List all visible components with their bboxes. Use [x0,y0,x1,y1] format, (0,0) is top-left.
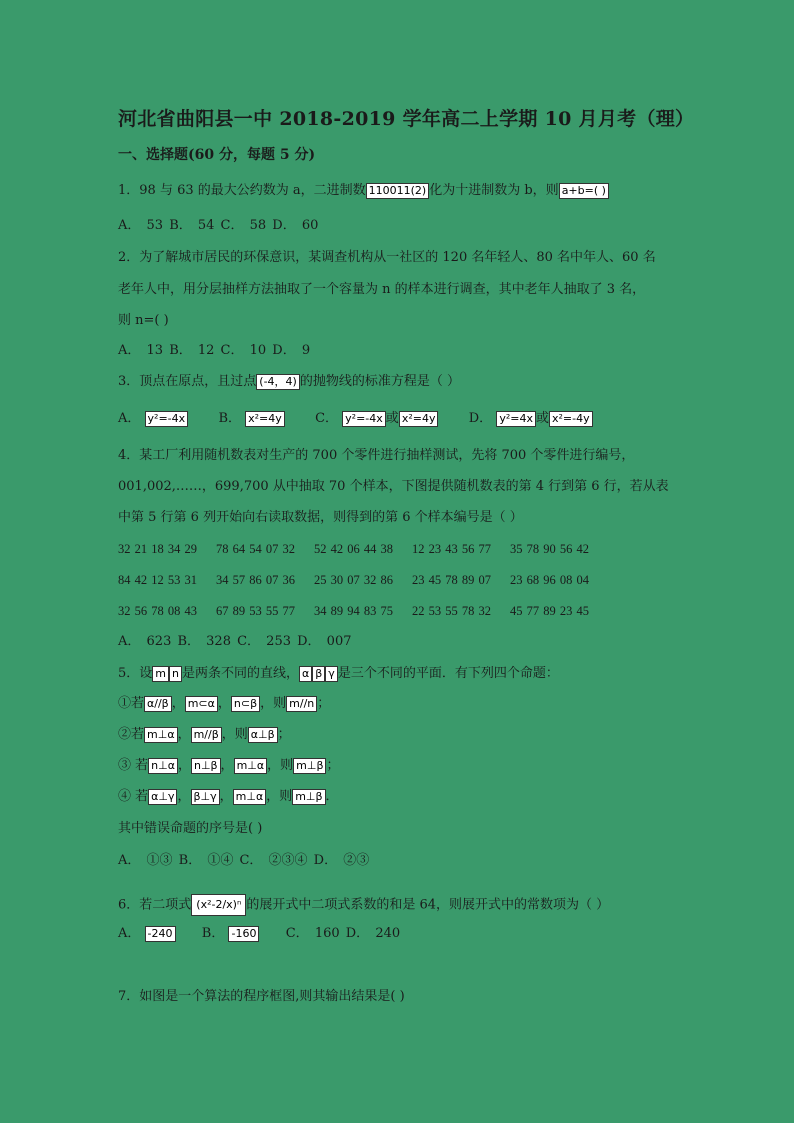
prop-formula: m⊥β [293,758,326,774]
q6-options [118,925,400,943]
binomial-formula: (x²-2/x)ⁿ [191,894,246,916]
number-group: 35 78 90 56 42 [510,542,589,556]
comma: ， [177,727,191,742]
q3-option-c-label: C． [315,411,339,426]
q4-options: A． 623 B． 328 C． 253 D． 007 [118,634,352,649]
number-group: 25 30 07 32 86 [314,573,393,587]
q4-line-2: 001,002,……，699,700 从中抽取 70 个样本，下图提供随机数表的第 4 行到第 6 行，若从表 [118,479,669,494]
q6-option-a-label: A． [118,926,141,941]
proposition-4 [118,788,339,806]
prop-formula: m//β [191,727,222,743]
prop-label: ④ 若 [118,789,149,804]
prop-formula: m⊥α [144,727,178,743]
q2-options: A． 13 B． 12 C． 10 D． 9 [118,343,311,358]
q3-option-a-label: A． [118,411,141,426]
random-number-row [118,571,608,589]
number-group: 23 68 96 08 04 [510,573,589,587]
question-7: 7．如图是一个算法的程序框图,则其输出结果是( ) [118,989,405,1004]
prop-formula: m//n [286,696,317,712]
q5-text-post: 是三个不同的平面．有下列四个命题： [337,666,559,681]
line-m-formula: m [152,666,169,682]
q6-option-b-formula: -160 [228,926,259,942]
q3-option-d-label: D． [468,411,493,426]
q1-text-mid: 化为十进制数为 b，则 [429,183,559,198]
number-group: 45 77 89 23 45 [510,604,589,618]
prop-formula: β⊥γ [191,789,220,805]
q6-text-post: 的展开式中二项式系数的和是 64，则展开式中的常数项为（ ） [246,897,610,913]
prop-formula: m⊥α [233,789,267,805]
prop-label: ③ 若 [118,758,149,773]
prop-formula: α⊥β [248,727,278,743]
q5-text: 5．设 [118,666,153,681]
q6-options-rest: C． 160 D． 240 [285,926,401,941]
line-n-formula: n [169,666,182,682]
q3-option-d-formula-2: x²=-4y [549,411,593,427]
prop-then: ，则 [260,696,287,711]
question-5 [118,665,559,683]
number-group: 52 42 06 44 38 [314,542,393,556]
comma: ， [177,758,191,773]
number-group: 67 89 53 55 77 [216,604,295,618]
comma: ， [219,789,233,804]
random-number-row [118,540,608,558]
comma: ， [217,696,231,711]
page-title: 河北省曲阳县一中 2018-2019 学年高二上学期 10 月月考（理） [118,108,695,130]
number-group: 78 64 54 07 32 [216,542,295,556]
q5-text-mid: 是两条不同的直线， [181,666,299,681]
q3-text-post: 的抛物线的标准方程是（ ） [299,374,460,389]
prop-formula: m⊥α [234,758,268,774]
number-group: 32 56 78 08 43 [118,604,197,618]
number-group: 34 89 94 83 75 [314,604,393,618]
q2-line-1: 2．为了解城市居民的环保意识，某调查机构从一社区的 120 名年轻人、80 名中年人、60 名 [118,250,656,265]
question-6 [118,894,609,916]
q3-options [118,410,593,428]
prop-then: ，则 [221,727,248,742]
q3-option-d-formula-1: y²=4x [496,411,536,427]
comma: ， [177,789,191,804]
plane-gamma-formula: γ [325,666,338,682]
prop-end: ； [317,696,331,711]
prop-end: ； [277,727,291,742]
prop-then: ，则 [266,789,293,804]
proposition-1 [118,695,330,713]
point-formula: (-4，4) [256,374,300,390]
q2-line-2: 老年人中，用分层抽样方法抽取了一个容量为 n 的样本进行调查，其中老年人抽取了 3 名， [118,282,646,297]
random-number-row [118,602,608,620]
prop-then: ，则 [267,758,294,773]
prop-formula: α//β [144,696,172,712]
number-group: 12 23 43 56 77 [412,542,491,556]
q3-option-b-formula: x²=4y [245,411,285,427]
number-group: 23 45 78 89 07 [412,573,491,587]
proposition-2 [118,726,291,744]
number-group: 84 42 12 53 31 [118,573,197,587]
prop-formula: m⊥β [292,789,325,805]
q6-option-a-formula: -240 [145,926,176,942]
prop-label: ②若 [118,727,145,742]
prop-formula: α⊥γ [148,789,177,805]
q3-option-c-formula-2: x²=4y [399,411,439,427]
q3-option-a-formula: y²=-4x [145,411,189,427]
binary-number-formula: 110011(2) [366,183,430,199]
q3-or-c: 或 [385,411,399,426]
q6-option-b-label: B． [201,926,225,941]
q1-text: 1．98 与 63 的最大公约数为 a，二进制数 [118,183,366,198]
q4-line-1: 4．某工厂利用随机数表对生产的 700 个零件进行抽样测试，先将 700 个零件进行编号， [118,448,635,463]
q5-options: A． ①③ B． ①④ C． ②③④ D． ②③ [118,853,370,868]
q5-ask: 其中错误命题的序号是( ) [118,821,263,836]
prop-formula: n⊥α [148,758,178,774]
q6-text: 6．若二项式 [118,897,192,913]
comma: ， [171,696,185,711]
q3-or-d: 或 [535,411,549,426]
number-group: 34 57 86 07 36 [216,573,295,587]
q2-line-3: 则 n=( ) [118,313,169,328]
question-1 [118,182,609,200]
q1-options: A． 53 B． 54 C． 58 D． 60 [118,218,319,233]
prop-end: ． [325,789,339,804]
proposition-3 [118,757,339,775]
prop-formula: n⊥β [191,758,221,774]
question-3 [118,373,460,391]
prop-formula: n⊂β [231,696,260,712]
prop-label: ①若 [118,696,145,711]
number-group: 22 53 55 78 32 [412,604,491,618]
comma: ， [220,758,234,773]
prop-formula: m⊂α [185,696,218,712]
q4-line-3: 中第 5 行第 6 列开始向右读取数据，则得到的第 6 个样本编号是（ ） [118,510,523,525]
section-heading: 一、选择题(60 分，每题 5 分) [118,147,316,163]
plane-alpha-formula: α [299,666,312,682]
prop-end: ； [326,758,340,773]
plane-beta-formula: β [312,666,325,682]
q3-text: 3．顶点在原点，且过点 [118,374,257,389]
number-group: 32 21 18 34 29 [118,542,197,556]
q3-option-b-label: B． [218,411,241,426]
sum-formula: a+b=( ) [559,183,609,199]
q3-option-c-formula-1: y²=-4x [342,411,386,427]
